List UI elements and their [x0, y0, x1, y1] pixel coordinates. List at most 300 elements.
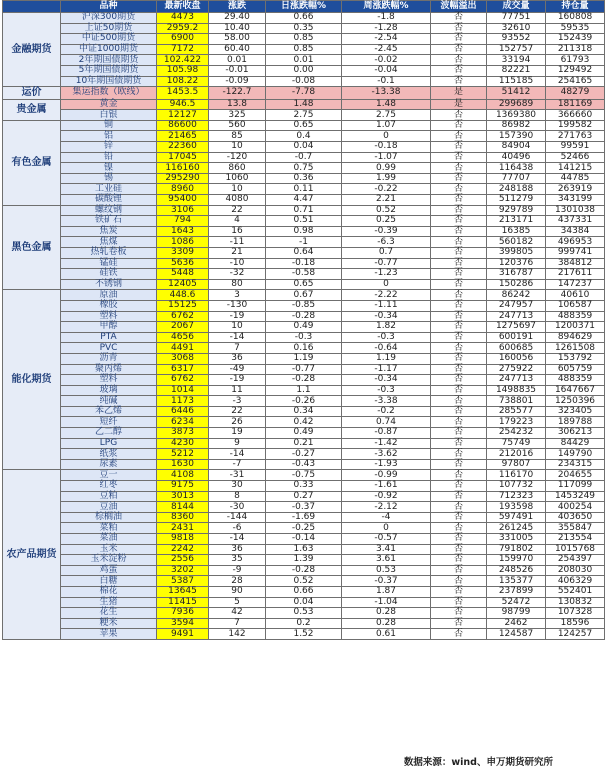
- volume: 1275697: [487, 322, 546, 333]
- change: 30: [209, 481, 266, 492]
- volume: 77707: [487, 173, 546, 184]
- open-interest: 84429: [546, 438, 605, 449]
- weekly-change-pct: -0.34: [342, 311, 431, 322]
- open-interest: 48279: [546, 87, 605, 100]
- table-row: [3, 269, 605, 280]
- open-interest: 366660: [546, 110, 605, 121]
- volatility-overflow: 否: [431, 523, 487, 534]
- table-row: [3, 449, 605, 460]
- change: 90: [209, 586, 266, 597]
- product-name: 苹果: [61, 629, 157, 640]
- change: 10: [209, 322, 266, 333]
- volume: 299689: [487, 99, 546, 110]
- latest-close: 2959.2: [157, 23, 209, 34]
- weekly-change-pct: 0.74: [342, 417, 431, 428]
- latest-close: 3309: [157, 247, 209, 258]
- latest-close: 1453.5: [157, 87, 209, 100]
- daily-change-pct: 0.16: [266, 343, 342, 354]
- change: -130: [209, 300, 266, 311]
- weekly-change-pct: -0.64: [342, 343, 431, 354]
- open-interest: 52466: [546, 152, 605, 163]
- weekly-change-pct: 0.61: [342, 629, 431, 640]
- latest-close: 4473: [157, 13, 209, 24]
- volume: 97807: [487, 459, 546, 470]
- category-label: 金融期货: [3, 13, 61, 87]
- volatility-overflow: 否: [431, 586, 487, 597]
- product-name: 短纤: [61, 417, 157, 428]
- volatility-overflow: 否: [431, 343, 487, 354]
- source-note: 数据来源：wind、申万期货研究所: [403, 757, 553, 768]
- volatility-overflow: 是: [431, 99, 487, 110]
- volatility-overflow: 否: [431, 195, 487, 206]
- product-name: 原油: [61, 290, 157, 301]
- daily-change-pct: 0.64: [266, 247, 342, 258]
- daily-change-pct: 0.27: [266, 491, 342, 502]
- change: 8: [209, 491, 266, 502]
- latest-close: 12127: [157, 110, 209, 121]
- weekly-change-pct: -0.3: [342, 385, 431, 396]
- daily-change-pct: 0.04: [266, 142, 342, 153]
- weekly-change-pct: -0.57: [342, 534, 431, 545]
- weekly-change-pct: 0: [342, 279, 431, 290]
- table-row: [3, 417, 605, 428]
- weekly-change-pct: -1.04: [342, 597, 431, 608]
- latest-close: 116160: [157, 163, 209, 174]
- open-interest: 488359: [546, 311, 605, 322]
- weekly-change-pct: 0.25: [342, 216, 431, 227]
- product-name: 白银: [61, 110, 157, 121]
- open-interest: 160808: [546, 13, 605, 24]
- open-interest: 552401: [546, 586, 605, 597]
- latest-close: 2556: [157, 555, 209, 566]
- header-cell-close: 最新收盘: [157, 1, 209, 13]
- volatility-overflow: 否: [431, 55, 487, 66]
- latest-close: 4656: [157, 332, 209, 343]
- product-name: 鸡蛋: [61, 565, 157, 576]
- latest-close: 15125: [157, 300, 209, 311]
- daily-change-pct: -0.28: [266, 311, 342, 322]
- table-row: [3, 512, 605, 523]
- open-interest: 400254: [546, 502, 605, 513]
- weekly-change-pct: -4: [342, 512, 431, 523]
- weekly-change-pct: 0.28: [342, 618, 431, 629]
- daily-change-pct: 0.49: [266, 322, 342, 333]
- daily-change-pct: -0.18: [266, 258, 342, 269]
- weekly-change-pct: -0.99: [342, 470, 431, 481]
- daily-change-pct: 0.75: [266, 163, 342, 174]
- weekly-change-pct: -1.8: [342, 13, 431, 24]
- volatility-overflow: 否: [431, 618, 487, 629]
- change: 26: [209, 417, 266, 428]
- latest-close: 13645: [157, 586, 209, 597]
- volatility-overflow: 否: [431, 44, 487, 55]
- table-row: [3, 99, 605, 110]
- daily-change-pct: 0.85: [266, 44, 342, 55]
- change: 4: [209, 216, 266, 227]
- daily-change-pct: -0.77: [266, 364, 342, 375]
- table-row: [3, 142, 605, 153]
- volume: 738801: [487, 396, 546, 407]
- product-name: 玉米: [61, 544, 157, 555]
- product-name: 塑料: [61, 311, 157, 322]
- table-row: [3, 375, 605, 386]
- latest-close: 108.22: [157, 76, 209, 87]
- table-row: [3, 586, 605, 597]
- product-name: 苯乙烯: [61, 406, 157, 417]
- change: 1060: [209, 173, 266, 184]
- latest-close: 9175: [157, 481, 209, 492]
- daily-change-pct: -7.78: [266, 87, 342, 100]
- latest-close: 102.422: [157, 55, 209, 66]
- weekly-change-pct: -2.22: [342, 290, 431, 301]
- weekly-change-pct: 0.28: [342, 608, 431, 619]
- product-name: 粳米: [61, 618, 157, 629]
- weekly-change-pct: -1.42: [342, 438, 431, 449]
- weekly-change-pct: 0.53: [342, 565, 431, 576]
- change: -49: [209, 364, 266, 375]
- product-name: 黄金: [61, 99, 157, 110]
- latest-close: 1173: [157, 396, 209, 407]
- product-name: 中证500期货: [61, 34, 157, 45]
- open-interest: 149790: [546, 449, 605, 460]
- volatility-overflow: 否: [431, 247, 487, 258]
- product-name: 焦炭: [61, 226, 157, 237]
- volatility-overflow: 否: [431, 576, 487, 587]
- change: 36: [209, 353, 266, 364]
- product-name: 锌: [61, 142, 157, 153]
- volatility-overflow: 否: [431, 608, 487, 619]
- product-name: 豆油: [61, 502, 157, 513]
- volatility-overflow: 否: [431, 428, 487, 439]
- category-label: 能化期货: [3, 290, 61, 470]
- volume: 247713: [487, 375, 546, 386]
- table-row: [3, 565, 605, 576]
- latest-close: 3013: [157, 491, 209, 502]
- volatility-overflow: 是: [431, 87, 487, 100]
- product-name: 菜粕: [61, 523, 157, 534]
- table-row: [3, 311, 605, 322]
- product-name: 白糖: [61, 576, 157, 587]
- volume: 254232: [487, 428, 546, 439]
- volume: 597491: [487, 512, 546, 523]
- change: 7: [209, 343, 266, 354]
- open-interest: 99591: [546, 142, 605, 153]
- volatility-overflow: 否: [431, 13, 487, 24]
- change: 58.00: [209, 34, 266, 45]
- weekly-change-pct: 1.87: [342, 586, 431, 597]
- daily-change-pct: 0.33: [266, 481, 342, 492]
- table-row: [3, 629, 605, 640]
- product-name: 不锈钢: [61, 279, 157, 290]
- product-name: 乙二醇: [61, 428, 157, 439]
- daily-change-pct: -0.37: [266, 502, 342, 513]
- product-name: 花生: [61, 608, 157, 619]
- change: -19: [209, 375, 266, 386]
- latest-close: 5387: [157, 576, 209, 587]
- product-name: 2年期国债期货: [61, 55, 157, 66]
- change: 10.40: [209, 23, 266, 34]
- daily-change-pct: -0.58: [266, 269, 342, 280]
- product-name: 橡胶: [61, 300, 157, 311]
- daily-change-pct: 2.75: [266, 110, 342, 121]
- daily-change-pct: 0.4: [266, 131, 342, 142]
- daily-change-pct: -0.28: [266, 565, 342, 576]
- volume: 135377: [487, 576, 546, 587]
- daily-change-pct: 0.65: [266, 279, 342, 290]
- table-row: [3, 195, 605, 206]
- latest-close: 1643: [157, 226, 209, 237]
- daily-change-pct: 0.35: [266, 23, 342, 34]
- latest-close: 4491: [157, 343, 209, 354]
- latest-close: 12405: [157, 279, 209, 290]
- daily-change-pct: -0.27: [266, 449, 342, 460]
- latest-close: 3106: [157, 205, 209, 216]
- open-interest: 211318: [546, 44, 605, 55]
- weekly-change-pct: -1.17: [342, 364, 431, 375]
- latest-close: 946.5: [157, 99, 209, 110]
- product-name: 豆粕: [61, 491, 157, 502]
- volume: 82221: [487, 65, 546, 76]
- latest-close: 6317: [157, 364, 209, 375]
- volatility-overflow: 否: [431, 322, 487, 333]
- weekly-change-pct: -13.38: [342, 87, 431, 100]
- weekly-change-pct: -1.61: [342, 481, 431, 492]
- change: -3: [209, 396, 266, 407]
- volume: 193598: [487, 502, 546, 513]
- latest-close: 7936: [157, 608, 209, 619]
- product-name: 棕榈油: [61, 512, 157, 523]
- open-interest: 1453249: [546, 491, 605, 502]
- volume: 107732: [487, 481, 546, 492]
- table-row: [3, 597, 605, 608]
- volume: 86242: [487, 290, 546, 301]
- daily-change-pct: 0.85: [266, 34, 342, 45]
- latest-close: 2431: [157, 523, 209, 534]
- latest-close: 6446: [157, 406, 209, 417]
- change: 560: [209, 120, 266, 131]
- daily-change-pct: 0.34: [266, 406, 342, 417]
- table-row: [3, 470, 605, 481]
- volume: 929789: [487, 205, 546, 216]
- volume: 275922: [487, 364, 546, 375]
- change: 28: [209, 576, 266, 587]
- product-name: 纯碱: [61, 396, 157, 407]
- table-row: [3, 523, 605, 534]
- weekly-change-pct: -1.93: [342, 459, 431, 470]
- daily-change-pct: 0.49: [266, 428, 342, 439]
- volume: 600685: [487, 343, 546, 354]
- daily-change-pct: -0.08: [266, 76, 342, 87]
- product-name: LPG: [61, 438, 157, 449]
- weekly-change-pct: 0: [342, 131, 431, 142]
- volatility-overflow: 否: [431, 131, 487, 142]
- volume: 1498835: [487, 385, 546, 396]
- volume: 212016: [487, 449, 546, 460]
- open-interest: 130832: [546, 597, 605, 608]
- category-label: 农产品期货: [3, 470, 61, 640]
- header-cell-weekly-pct: 周涨跌幅%: [342, 1, 431, 13]
- volatility-overflow: 否: [431, 110, 487, 121]
- open-interest: 306213: [546, 428, 605, 439]
- latest-close: 6762: [157, 311, 209, 322]
- table-row: [3, 555, 605, 566]
- volatility-overflow: 否: [431, 311, 487, 322]
- weekly-change-pct: 0.7: [342, 247, 431, 258]
- daily-change-pct: 0.66: [266, 586, 342, 597]
- volume: 16385: [487, 226, 546, 237]
- latest-close: 8360: [157, 512, 209, 523]
- volatility-overflow: 否: [431, 120, 487, 131]
- latest-close: 22360: [157, 142, 209, 153]
- latest-close: 6762: [157, 375, 209, 386]
- change: 4080: [209, 195, 266, 206]
- product-name: 锡: [61, 173, 157, 184]
- weekly-change-pct: -2.54: [342, 34, 431, 45]
- daily-change-pct: 0.67: [266, 290, 342, 301]
- weekly-change-pct: -0.77: [342, 258, 431, 269]
- open-interest: 217611: [546, 269, 605, 280]
- product-name: 菜油: [61, 534, 157, 545]
- table-row: [3, 205, 605, 216]
- volatility-overflow: 否: [431, 417, 487, 428]
- table-row: [3, 332, 605, 343]
- table-row: [3, 152, 605, 163]
- volatility-overflow: 否: [431, 555, 487, 566]
- daily-change-pct: 1.39: [266, 555, 342, 566]
- daily-change-pct: 1.19: [266, 353, 342, 364]
- table-row: [3, 396, 605, 407]
- latest-close: 8960: [157, 184, 209, 195]
- change: 22: [209, 205, 266, 216]
- table-row: [3, 618, 605, 629]
- volatility-overflow: 否: [431, 34, 487, 45]
- volatility-overflow: 否: [431, 438, 487, 449]
- table-row: [3, 608, 605, 619]
- open-interest: 152439: [546, 34, 605, 45]
- volatility-overflow: 否: [431, 491, 487, 502]
- open-interest: 496953: [546, 237, 605, 248]
- change: -32: [209, 269, 266, 280]
- table-row: [3, 131, 605, 142]
- volatility-overflow: 否: [431, 502, 487, 513]
- volume: 248188: [487, 184, 546, 195]
- table-row: [3, 34, 605, 45]
- product-name: 玻璃: [61, 385, 157, 396]
- open-interest: 18596: [546, 618, 605, 629]
- volatility-overflow: 否: [431, 152, 487, 163]
- table-row: [3, 576, 605, 587]
- daily-change-pct: 0.01: [266, 55, 342, 66]
- weekly-change-pct: -2.45: [342, 44, 431, 55]
- table-row: [3, 226, 605, 237]
- volatility-overflow: 否: [431, 258, 487, 269]
- product-name: PTA: [61, 332, 157, 343]
- daily-change-pct: -0.14: [266, 534, 342, 545]
- product-name: 焦煤: [61, 237, 157, 248]
- daily-change-pct: -0.75: [266, 470, 342, 481]
- latest-close: 1086: [157, 237, 209, 248]
- change: -7: [209, 459, 266, 470]
- latest-close: 9818: [157, 534, 209, 545]
- volume: 2462: [487, 618, 546, 629]
- volatility-overflow: 否: [431, 364, 487, 375]
- change: 13.8: [209, 99, 266, 110]
- change: 80: [209, 279, 266, 290]
- volatility-overflow: 否: [431, 65, 487, 76]
- open-interest: 34384: [546, 226, 605, 237]
- open-interest: 153792: [546, 353, 605, 364]
- category-label: 有色金属: [3, 120, 61, 205]
- change: 10: [209, 142, 266, 153]
- weekly-change-pct: 1.19: [342, 353, 431, 364]
- product-name: 热轧卷板: [61, 247, 157, 258]
- table-row: [3, 406, 605, 417]
- header-cell-category: [3, 1, 61, 13]
- open-interest: 271763: [546, 131, 605, 142]
- open-interest: 213554: [546, 534, 605, 545]
- open-interest: 129492: [546, 65, 605, 76]
- latest-close: 6900: [157, 34, 209, 45]
- table-row: [3, 279, 605, 290]
- volatility-overflow: 否: [431, 23, 487, 34]
- volume: 511279: [487, 195, 546, 206]
- volume: 33194: [487, 55, 546, 66]
- table-row: [3, 237, 605, 248]
- table-row: [3, 216, 605, 227]
- volume: 93552: [487, 34, 546, 45]
- open-interest: 199582: [546, 120, 605, 131]
- table-row: [3, 76, 605, 87]
- open-interest: 59535: [546, 23, 605, 34]
- weekly-change-pct: -0.1: [342, 76, 431, 87]
- latest-close: 105.98: [157, 65, 209, 76]
- product-name: 塑料: [61, 375, 157, 386]
- volume: 261245: [487, 523, 546, 534]
- volume: 40496: [487, 152, 546, 163]
- product-name: 玉米淀粉: [61, 555, 157, 566]
- change: -9: [209, 565, 266, 576]
- header-cell-volume: 成交量: [487, 1, 546, 13]
- latest-close: 4108: [157, 470, 209, 481]
- daily-change-pct: 1.63: [266, 544, 342, 555]
- volatility-overflow: 否: [431, 385, 487, 396]
- daily-change-pct: -0.3: [266, 332, 342, 343]
- daily-change-pct: 1.48: [266, 99, 342, 110]
- latest-close: 5448: [157, 269, 209, 280]
- product-name: 铜: [61, 120, 157, 131]
- change: -19: [209, 311, 266, 322]
- volatility-overflow: 否: [431, 76, 487, 87]
- latest-close: 17045: [157, 152, 209, 163]
- open-interest: 40610: [546, 290, 605, 301]
- change: -0.01: [209, 65, 266, 76]
- latest-close: 3594: [157, 618, 209, 629]
- header-cell-daily-pct: 日涨跌幅%: [266, 1, 342, 13]
- volatility-overflow: 否: [431, 406, 487, 417]
- volume: 179223: [487, 417, 546, 428]
- open-interest: 1250396: [546, 396, 605, 407]
- product-name: 甲醇: [61, 322, 157, 333]
- volume: 247957: [487, 300, 546, 311]
- table-body: [3, 13, 605, 640]
- product-name: 红枣: [61, 481, 157, 492]
- volume: 600191: [487, 332, 546, 343]
- header-cell-change: 涨跌: [209, 1, 266, 13]
- change: 21: [209, 247, 266, 258]
- volume: 213171: [487, 216, 546, 227]
- weekly-change-pct: -3.38: [342, 396, 431, 407]
- weekly-change-pct: 2.75: [342, 110, 431, 121]
